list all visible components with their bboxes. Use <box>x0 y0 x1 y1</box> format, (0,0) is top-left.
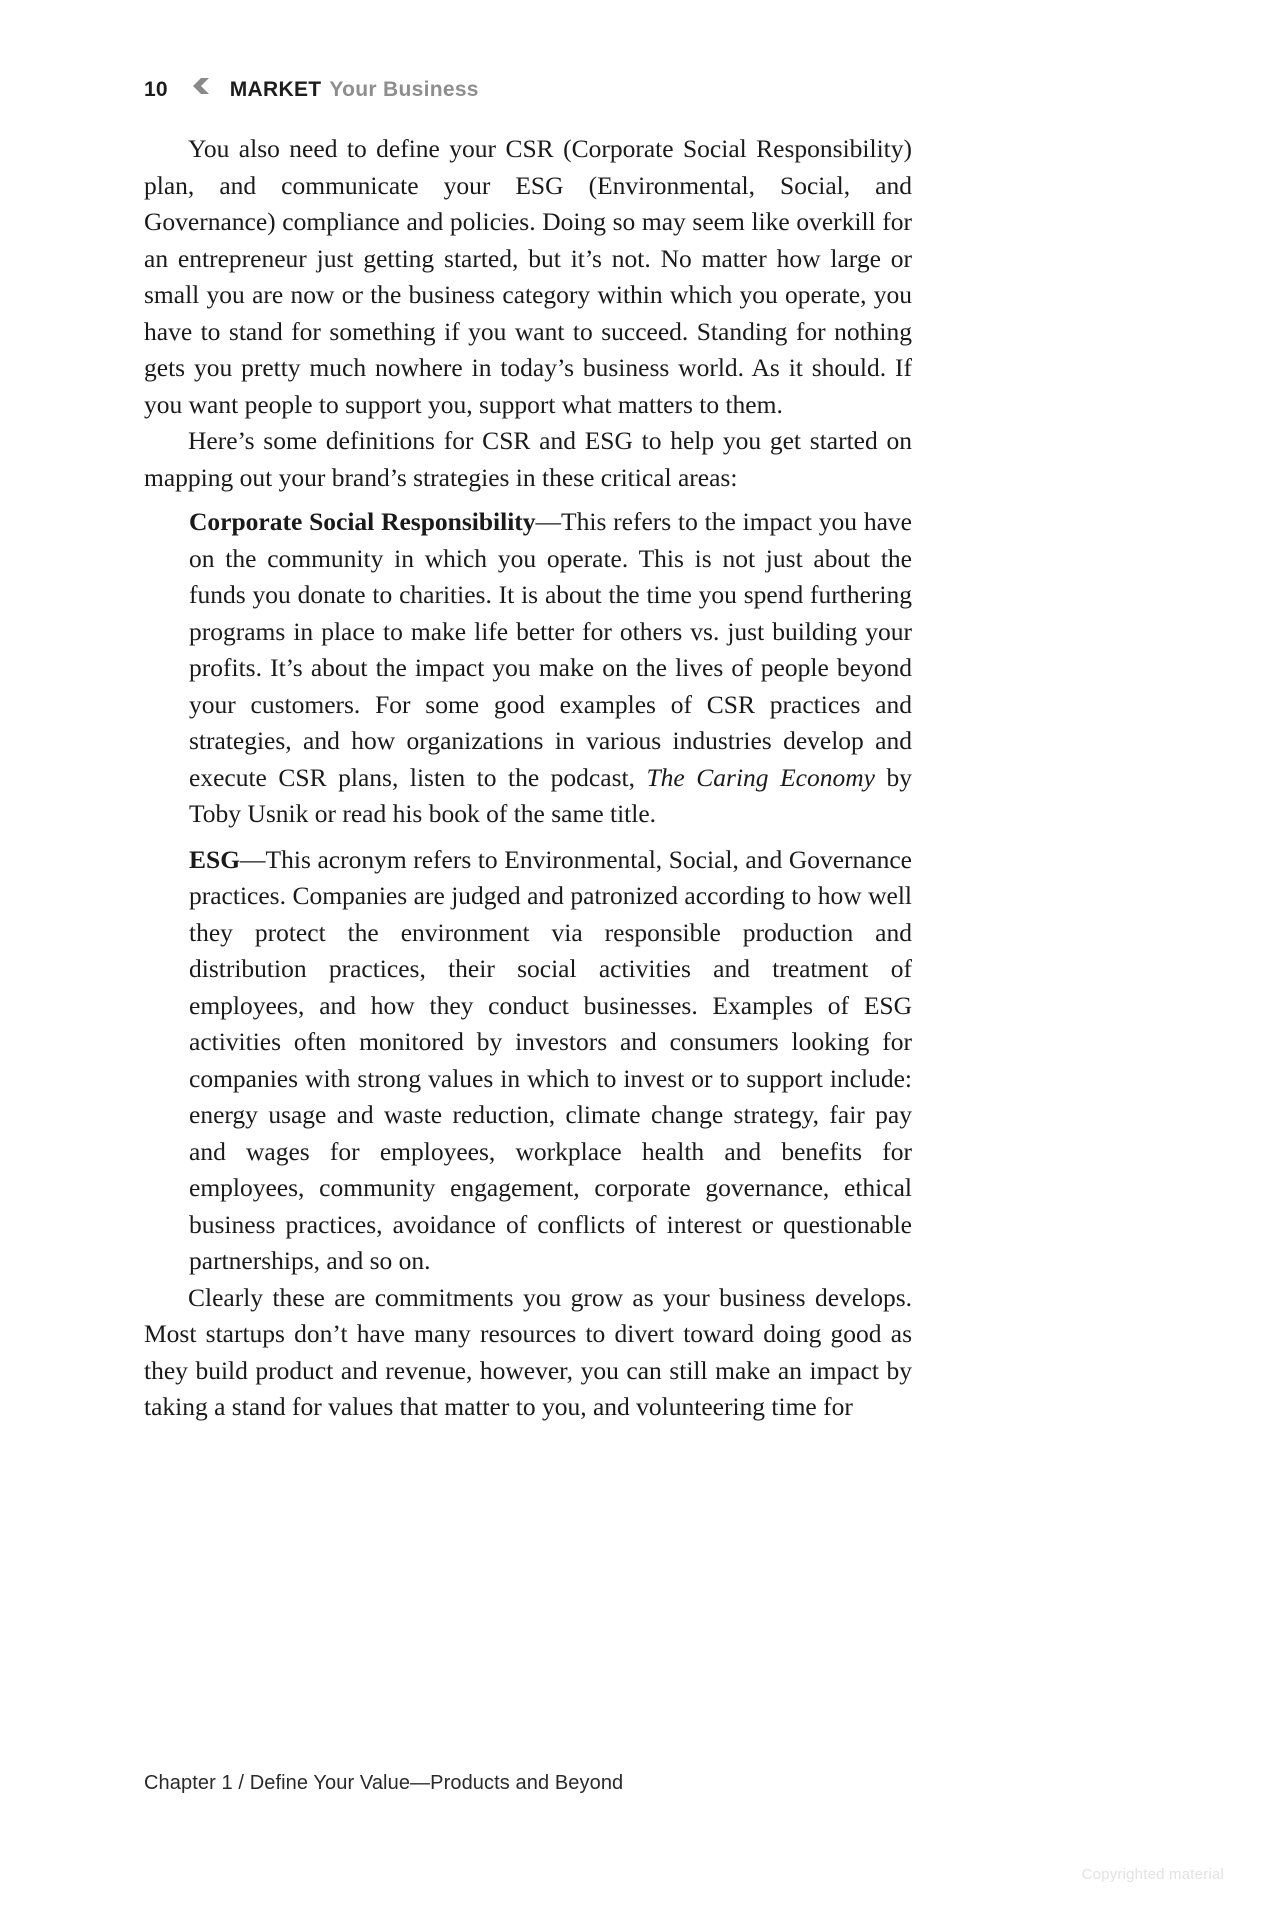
definition-term-esg: ESG <box>189 844 241 874</box>
double-chevron-left-icon <box>190 75 210 97</box>
text-column <box>144 131 912 1426</box>
book-title-primary: MARKET <box>229 78 322 101</box>
definition-body-csr-tail: by Toby Usnik or read his book of the same title. <box>189 762 913 828</box>
running-header <box>144 74 479 102</box>
chapter-footer: Chapter 1 / Define Your Value—Products and Beyond <box>144 1772 624 1794</box>
podcast-title-caring-economy: The Caring Economy <box>646 762 875 792</box>
definition-body-csr: This refers to the impact you have on the community in which you operate. This is not just about the funds you donate to charities. It is about the time you spend furthering programs in place to make life better for others vs. just building your profits. It’s about the impact you make on the lives of people beyond your customers. For some good examples of CSR practices and strategies, and how organizations in various industries develop and execute CSR plans, listen to the podcast, <box>189 507 912 792</box>
definition-dash-csr: — <box>535 507 562 536</box>
definition-body-esg: This acronym refers to Environmental, Social, and Governance practices. Companies are judged and patronized according to how well they protect the environment via responsible production and distribution practices, their social activities and treatment of employees, and how they conduct businesses. Examples of ESG activities often monitored by investors and consumers looking for companies with strong values in which to invest or to support include: energy usage and waste reduction, climate change strategy, fair pay and wages for employees, workplace health and benefits for employees, community engagement, corporate governance, ethical business practices, avoidance of conflicts of interest or questionable partnerships, and so on. <box>189 844 912 1275</box>
copyright-watermark: Copyrighted material <box>1081 1866 1224 1883</box>
definition-esg <box>189 842 912 1280</box>
definition-csr <box>189 504 912 833</box>
paragraph-closing: Clearly these are commitments you grow as your business develops. Most startups don’t have many resources to divert toward doing good as they build product and revenue, however, you can still make an impact by taking a stand for values that matter to you, and volunteering time for <box>144 1282 912 1421</box>
page-number: 10 <box>144 78 168 101</box>
definition-term-csr: Corporate Social Responsibility <box>189 507 536 536</box>
book-title-secondary: Your Business <box>329 78 479 101</box>
paragraph-definitions-lead: Here’s some definitions for CSR and ESG to help you get started on mapping out your brand’s strategies in these critical areas: <box>144 426 912 492</box>
definition-dash-esg: — <box>240 844 266 874</box>
paragraph-intro: You also need to define your CSR (Corporate Social Responsibility) plan, and communicate your ESG (Environmental, Social, and Governance) compliance and policies. Doing so may seem like overkill for an entrepreneur just getting started, but it’s not. No matter how large or small you are now or the business category within which you operate, you have to stand for something if you want to succeed. Standing for nothing gets you pretty much nowhere in today’s business world. As it should. If you want people to support you, support what matters to them. <box>144 134 912 419</box>
